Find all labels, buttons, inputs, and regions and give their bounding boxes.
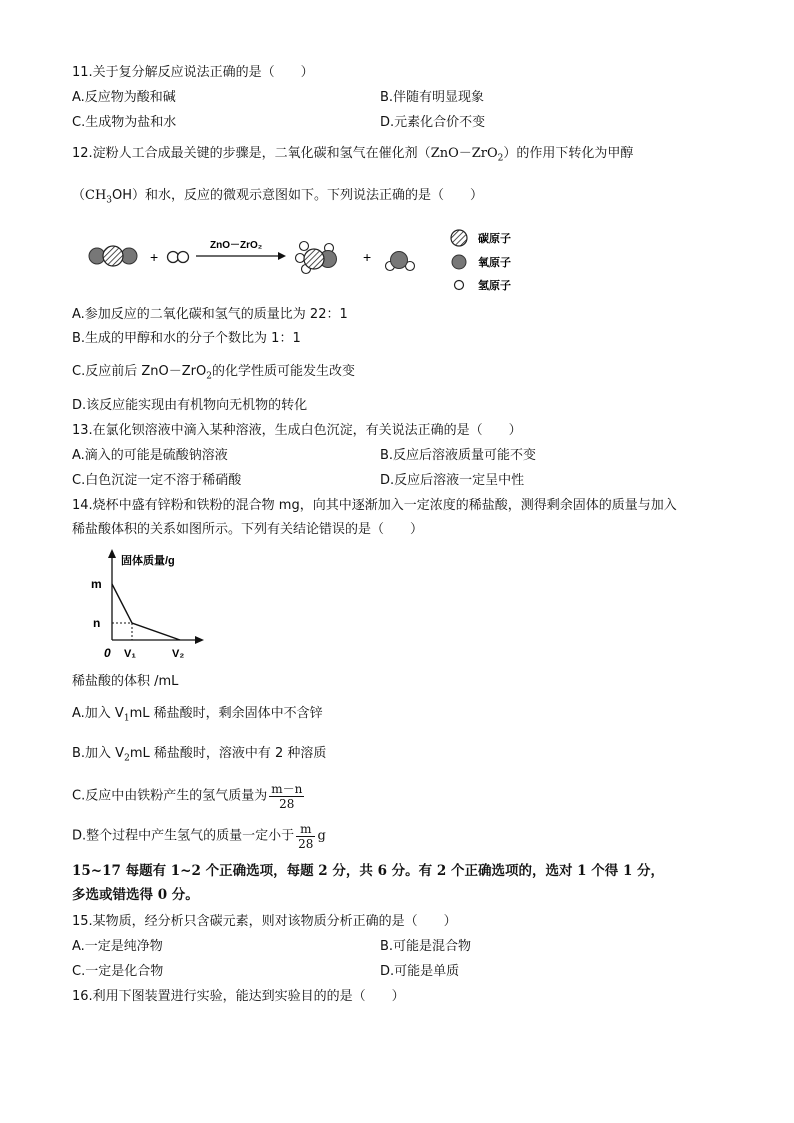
fraction-d: $\frac{m}{28}$ (298, 822, 314, 851)
q14-stem-line2: 稀盐酸体积的关系如图所示。下列有关结论错误的是（ ） (72, 522, 424, 537)
water-molecule (386, 252, 415, 271)
legend (451, 230, 511, 292)
q15-option-d: D.可能是单质 (380, 964, 460, 979)
q12-option-b: B.生成的甲醇和水的分子个数比为 1：1 (72, 331, 301, 346)
legend-hydrogen-label: 氢原子 (478, 280, 511, 292)
q12-option-a: A.参加反应的二氧化碳和氢气的质量比为 22：1 (72, 307, 348, 322)
tick-n: n (93, 616, 101, 630)
plus-sign-1: + (150, 249, 159, 265)
arrow-label: ZnO－ZrO₂ (210, 240, 263, 251)
q11-option-d: D.元素化合价不变 (380, 115, 486, 130)
q15-option-b: B.可能是混合物 (380, 939, 472, 954)
legend-hydrogen-icon (455, 281, 464, 290)
fraction-c: $\frac{m-n}{28}$ (271, 782, 303, 811)
q14-option-b: B.加入 $V_2mL$ 稀盐酸时，溶液中有 2 种溶质 (72, 746, 327, 764)
h2-molecule (168, 252, 189, 263)
q13-option-c: C.白色沉淀一定不溶于稀硝酸 (72, 473, 242, 488)
plus-sign-2: + (363, 249, 372, 265)
q15-option-a: A.一定是纯净物 (72, 939, 163, 954)
q13-stem: 13.在氯化钡溶液中滴入某种溶液，生成白色沉淀，有关说法正确的是（ ） (72, 423, 522, 438)
legend-carbon-label: 碳原子 (478, 233, 511, 245)
graph-x-axis-label: 稀盐酸的体积 /mL (72, 674, 179, 689)
tick-origin: 0 (104, 646, 111, 660)
tick-v2: V₂ (172, 648, 185, 660)
tick-m: m (91, 577, 102, 591)
q13-option-a: A.滴入的可能是硫酸钠溶液 (72, 448, 228, 463)
mass-volume-graph (84, 546, 214, 664)
q15-stem: 15.某物质，经分析只含碳元素，则对该物质分析正确的是（ ） (72, 914, 457, 929)
q11-option-a: A.反应物为酸和碱 (72, 90, 176, 105)
q16-stem: 16.利用下图装置进行实验，能达到实验目的的是（ ） (72, 989, 405, 1004)
q13-option-d: D.反应后溶液一定呈中性 (380, 473, 525, 488)
legend-oxygen-icon (452, 255, 466, 269)
legend-carbon-icon (451, 230, 467, 246)
co2-molecule (89, 246, 137, 266)
q14-option-d: D.整个过程中产生氢气的质量一定小于 $\frac{m}{28}$ g (72, 822, 326, 851)
q13-option-b: B.反应后溶液质量可能不变 (380, 448, 537, 463)
q14-stem-line1: 14.烧杯中盛有锌粉和铁粉的混合物 mg，向其中逐渐加入一定浓度的稀盐酸，测得剩余固体的质量与加入 (72, 498, 677, 513)
q15-option-c: C.一定是化合物 (72, 964, 164, 979)
mass-line (112, 584, 180, 640)
reaction-diagram (82, 222, 542, 296)
legend-oxygen-label: 氧原子 (478, 257, 511, 269)
methanol-molecule (296, 242, 337, 274)
q12-option-c: C.反应前后 ZnO－ZrO$_2$的化学性质可能发生改变 (72, 364, 355, 382)
q11-option-c: C.生成物为盐和水 (72, 115, 177, 130)
y-axis-label: 固体质量/g (121, 555, 175, 567)
q12-option-d: D.该反应能实现由有机物向无机物的转化 (72, 398, 308, 413)
q14-option-a: A.加入 $V_1mL$ 稀盐酸时，剩余固体中不含锌 (72, 706, 323, 724)
q12-stem-line2: $(CH_3OH)$和水，反应的微观示意图如下。下列说法正确的是（ ） (72, 188, 484, 206)
tick-v1: V₁ (124, 648, 136, 660)
q12-stem-line1: 12.淀粉人工合成最关键的步骤是，二氧化碳和氢气在催化剂（ZnO－ZrO$_2$）的作用下转化为甲醇 (72, 146, 634, 164)
section-instructions-line1: 15~17 每题有 1~2 个正确选项，每题 2 分，共 6 分。有 2 个正确选项的，选对 1 个得 1 分， (72, 863, 665, 879)
section-instructions-line2: 多选或错选得 0 分。 (72, 887, 199, 903)
q11-option-b: B.伴随有明显现象 (380, 90, 485, 105)
arrow-head (278, 252, 286, 260)
q14-option-c: C.反应中由铁粉产生的氢气质量为 $\frac{m-n}{28}$ (72, 782, 303, 811)
y-axis-arrow (108, 549, 116, 558)
x-axis-arrow (195, 636, 204, 644)
q11-stem: 11.关于复分解反应说法正确的是（ ） (72, 65, 314, 80)
